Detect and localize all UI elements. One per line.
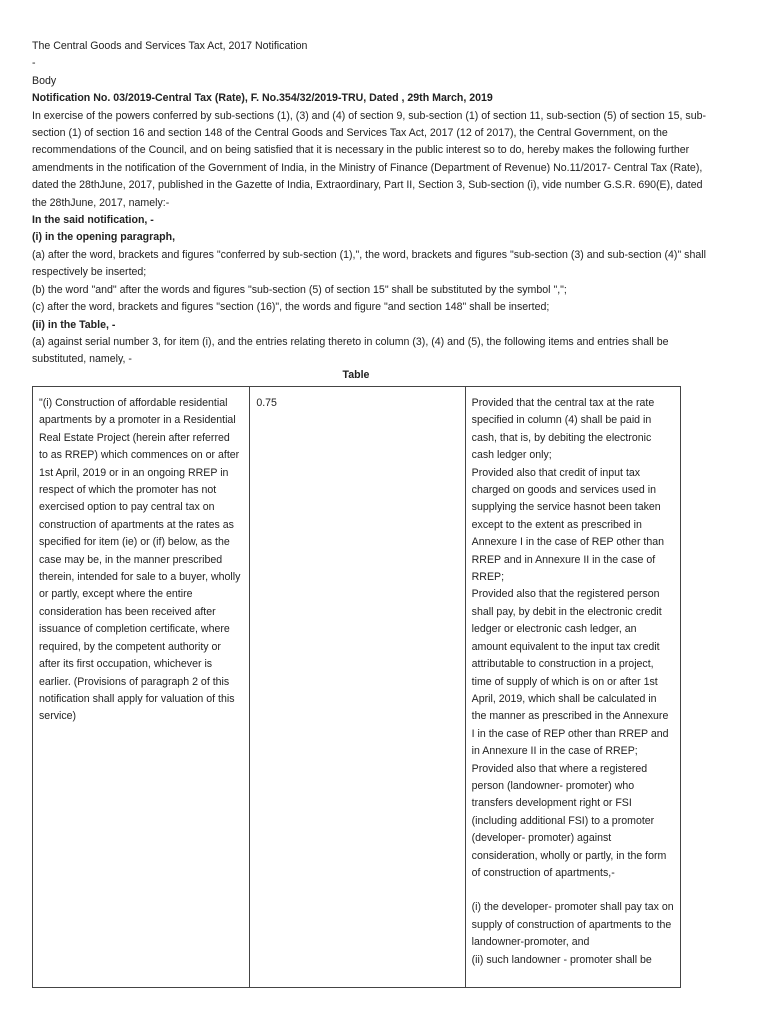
cell-line: Provided also that where a registered bbox=[471, 762, 648, 775]
cell-line: supply of construction of apartments to the bbox=[471, 918, 672, 931]
blank-line bbox=[472, 882, 674, 899]
cell-line: consideration, wholly or partly, in the form bbox=[471, 849, 667, 862]
cell-line: charged on goods and services used in bbox=[471, 484, 656, 497]
cell-line: "(i) Construction of affordable residential bbox=[39, 397, 228, 409]
cell-line: attributable to construction in a project, bbox=[471, 658, 654, 671]
description-cell bbox=[33, 387, 250, 988]
cell-line: case may be, in the manner prescribed bbox=[39, 553, 223, 566]
cell-line: supplying the service hasnot been taken bbox=[471, 501, 661, 514]
cell-line: transfers development right or FSI bbox=[471, 797, 632, 810]
cell-line: landowner-promoter, and bbox=[471, 936, 590, 949]
cell-line: Annexure I in the case of REP other than bbox=[471, 536, 665, 549]
amendment-line: (a) against serial number 3, for item (i), and the entries relating thereto in column (3), (4) and (5), the following items and entries shall be bbox=[32, 335, 669, 348]
intro-line: In exercise of the powers conferred by sub-sections (1), (3) and (4) of section 9, sub-section (1) of section 11, sub-section (5) of section 15, sub- bbox=[32, 109, 707, 122]
cell-line: apartments by a promoter in a Residential bbox=[39, 414, 236, 427]
amendment-c: (c) after the word, brackets and figures "section (16)", the words and figure "and section 148" shall be inserted; bbox=[32, 301, 550, 314]
table-caption: Table bbox=[342, 368, 370, 381]
cell-line: or partly, except where the entire bbox=[39, 588, 193, 601]
intro-paragraph bbox=[32, 108, 744, 212]
amendment-line: respectively be inserted; bbox=[32, 266, 147, 279]
said-notification-heading: In the said notification, - bbox=[32, 214, 154, 227]
cell-line: shall pay, by debit in the electronic credit bbox=[471, 605, 662, 618]
notification-heading: Notification No. 03/2019-Central Tax (Rate), F. No.354/32/2019-TRU, Dated , 29th March, 2019 bbox=[32, 92, 493, 105]
cell-line: person (landowner- promoter) who bbox=[471, 779, 635, 792]
cell-line: (i) the developer- promoter shall pay tax on bbox=[471, 901, 674, 914]
document-title: The Central Goods and Services Tax Act, 2017 Notification bbox=[32, 40, 308, 52]
amendment-line: (a) after the word, brackets and figures "conferred by sub-section (1),", the word, brackets and figures "sub-section (3) and sub-section (4)" shall bbox=[32, 248, 706, 261]
table-amendment-heading: (ii) in the Table, - bbox=[32, 318, 116, 331]
cell-line: 1st April, 2019 or in an ongoing RREP in bbox=[39, 466, 229, 479]
table-row bbox=[33, 387, 681, 988]
amendment-a bbox=[32, 247, 744, 282]
separator-dash: - bbox=[32, 57, 36, 70]
cell-line: earlier. (Provisions of paragraph 2 of this bbox=[39, 675, 230, 688]
cell-line: required, by the competent authority or bbox=[39, 640, 221, 653]
cell-line: RREP and in Annexure II in the case of bbox=[471, 553, 656, 566]
cell-line: Provided also that the registered person bbox=[471, 588, 660, 601]
cell-line: after its first occupation, whichever is bbox=[39, 658, 213, 671]
intro-line: amendments in the notification of the Government of India, in the Ministry of Finance (Department of Revenue) No.11/2017- Central Tax (Rate), bbox=[32, 161, 703, 174]
cell-line: exercised option to pay central tax on bbox=[39, 501, 215, 514]
cell-line: service) bbox=[39, 710, 77, 723]
rate-cell bbox=[250, 387, 465, 988]
cell-line: (developer- promoter) against bbox=[471, 832, 612, 845]
cell-line: of construction of apartments,- bbox=[471, 866, 615, 879]
cell-line: ledger or electronic cash ledger, an bbox=[471, 623, 637, 636]
cell-line: except to the extent as prescribed in bbox=[471, 518, 642, 531]
cell-line: cash ledger only; bbox=[471, 449, 552, 462]
rate-value: 0.75 bbox=[256, 397, 277, 409]
cell-line: to as RREP) which commences on or after bbox=[39, 449, 240, 462]
cell-line: respect of which the promoter has not bbox=[39, 484, 217, 497]
cell-line: Real Estate Project (herein after referred bbox=[39, 431, 230, 444]
cell-line: (including additional FSI) to a promoter bbox=[471, 814, 655, 827]
intro-line: section (1) of section 16 and section 148 of the Central Goods and Services Tax Act, 2017 (12 of 2017), the Central Government, on the bbox=[32, 127, 668, 140]
document-body bbox=[32, 38, 744, 381]
cell-line: time of supply of which is on or after 1st bbox=[471, 675, 658, 688]
cell-line: consideration has been received after bbox=[39, 605, 216, 618]
cell-line: therein, intended for sale to a buyer, wholly bbox=[39, 571, 241, 584]
cell-line: Provided that the central tax at the rate bbox=[471, 397, 655, 409]
cell-line: specified for item (ie) or (if) below, as the bbox=[39, 536, 230, 549]
amendment-b: (b) the word "and" after the words and figures "sub-section (5) of section 15" shall be substituted by the symbol ","; bbox=[32, 283, 567, 296]
intro-line: dated the 28thJune, 2017, published in the Gazette of India, Extraordinary, Part II, Section 3, Sub-section (i), vide number G.S.R. 690(E), dated bbox=[32, 179, 703, 192]
cell-line: April, 2019, which shall be calculated in bbox=[471, 692, 657, 705]
rates-table bbox=[32, 386, 681, 988]
cell-line: RREP; bbox=[471, 571, 505, 584]
table-amendment-a bbox=[32, 334, 744, 369]
cell-line: the manner as prescribed in the Annexure bbox=[471, 710, 669, 723]
cell-line: issuance of completion certificate, where bbox=[39, 623, 230, 636]
cell-line: notification shall apply for valuation of this bbox=[39, 692, 235, 705]
section-label: Body bbox=[32, 74, 57, 87]
cell-line: cash, that is, by debiting the electronic bbox=[471, 431, 652, 444]
condition-cell bbox=[465, 387, 680, 988]
cell-line: I in the case of REP other than RREP and bbox=[471, 727, 669, 740]
amendment-line: substituted, namely, - bbox=[32, 353, 132, 366]
cell-line: Provided also that credit of input tax bbox=[471, 466, 641, 479]
cell-line: (ii) such landowner - promoter shall be bbox=[471, 953, 652, 966]
intro-line: recommendations of the Council, and on being satisfied that it is necessary in the public interest so to do, hereby makes the following further bbox=[32, 144, 690, 157]
opening-paragraph-heading: (i) in the opening paragraph, bbox=[32, 231, 176, 244]
cell-line: in Annexure II in the case of RREP; bbox=[471, 745, 638, 758]
cell-line: specified in column (4) shall be paid in bbox=[471, 414, 652, 427]
cell-line: amount equivalent to the input tax credit bbox=[471, 640, 660, 653]
intro-line: the 28thJune, 2017, namely:- bbox=[32, 196, 170, 209]
cell-line: construction of apartments at the rates as bbox=[39, 518, 234, 531]
